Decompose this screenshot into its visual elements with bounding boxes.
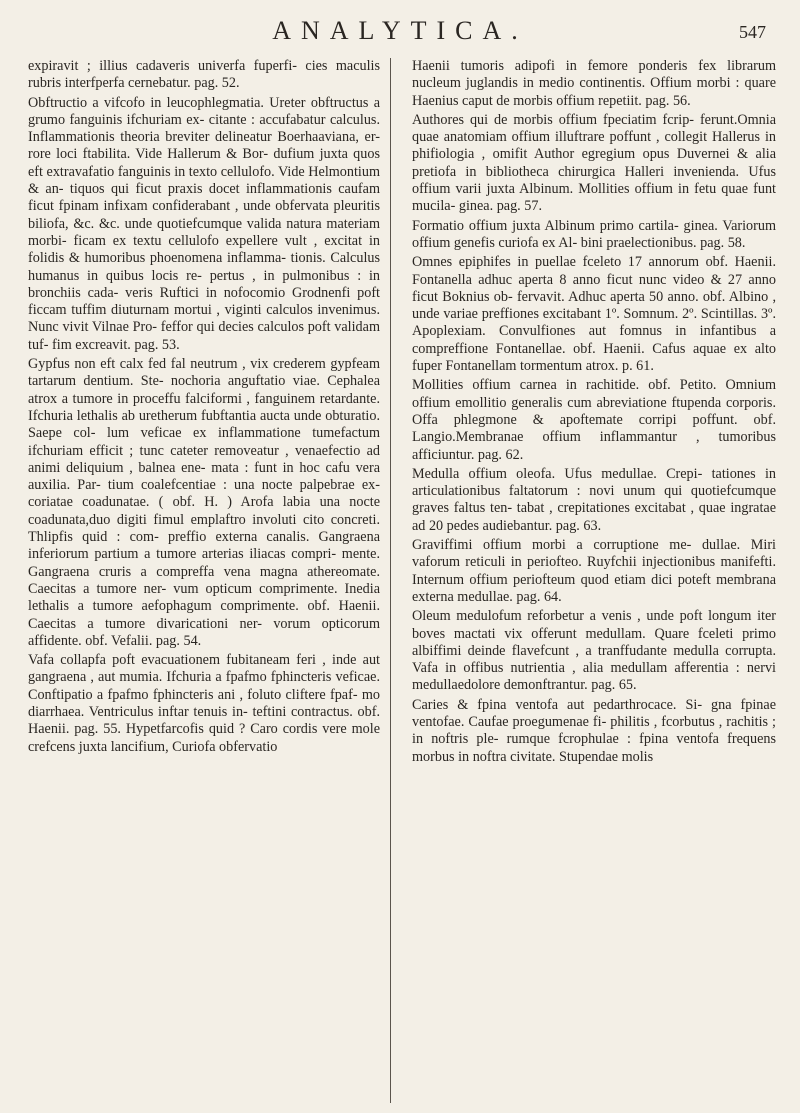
right-column (412, 58, 776, 1103)
page-header (0, 12, 800, 52)
paragraph: Gypfus non eft calx fed fal neutrum , vix crederem gypfeam tartarum dentium. Ste- nochoria anguftatio viae. Cephalea atrox a tumore in proceffu falciformi , fanguinem retardante. Ifchuria lethalis ab uretherum fubftantia aucta unde obturatio. Saepe col- lum veficae ex inflammatione tumefactum ifchuriam efficit ; tunc cateter removeatur , venaefectio ad animi deliquium , balnea ene- mata : funt in hoc cafu vera auxilia. Par- tium coalefcentiae : una nocte palpebrae ex- coriatae coadunatae. ( obf. H. ) Arofa labia una nocte coadunata,duo digiti fimul emplaftro involuti cito concreti. Thlipfis quid : com- preffio externa canalis. Gangraena inferiorum partium a tumore arterias iliacas compri- mente. Gangraena cruris a compreffa vena magna athereomate. Caecitas a tumore ner- vum opticum comprimente. Inedia lethalis a tumore aefophagum comprimente. obf. Haenii. Caecitas a tumore divaricationi ner- vorum opticorum affidente. obf. Vefalii. pag. 54. (28, 356, 380, 649)
page-number: 547 (739, 22, 766, 42)
paragraph: expiravit ; illius cadaveris univerfa fuperfi- cies maculis rubris interfperfa cernebatur. pag. 52. (28, 58, 380, 92)
paragraph: Graviffimi offium morbi a corruptione me- dullae. Miri vaforum reticuli in periofteo. Ruyfchii injectionibus manifefti. Internum offium periofteum quod etiam dici poteft membrana externa medullae. pag. 64. (412, 537, 776, 605)
paragraph: Authores qui de morbis offium fpeciatim fcrip- ferunt.Omnia quae anatomiam offium illuftrare poffunt , collegit Hallerus in phifiologia , omifit Author egregium opus Duvernei & alia pretiofa in bibliotheca chirurgica Halleri invenienda. Ufus offium varii juxta Albinum. Mollities offium in fetu quae funt mucila- ginea. pag. 57. (412, 111, 776, 215)
text-columns (28, 58, 776, 1103)
running-title: ANALYTICA. (272, 16, 528, 45)
left-column (28, 58, 391, 1103)
paragraph: Formatio offium juxta Albinum primo cartila- ginea. Variorum offium genefis curiofa ex Al- bini praelectionibus. pag. 58. (412, 217, 776, 251)
paragraph: Omnes epiphifes in puellae fceleto 17 annorum obf. Haenii. Fontanella adhuc aperta 8 anno ficut nunc video & 27 anno ficut Boknius ob- fervavit. Adhuc aperta 50 anno. obf. Albino , unde variae preffiones excitabant 1º. Somnum. 2º. Scintillas. 3º. Apoplexiam. Convulfiones aut fomnus in infantibus a compreffione Fontanellae. obf. Haenii. Cafus aquae ex alto fuper Fontanellam tormentum atrox. p. 61. (412, 254, 776, 375)
paragraph: Obftructio a vifcofo in leucophlegmatia. Ureter obftructus a grumo fanguinis ifchuriam ex- citante : accufabatur calculus. Inflammationis theoria breviter delineatur Boerhaaviana, er- rore loci ftabilita. Vide Hallerum & Bor- dufium juxta quos eft extravafatio fanguinis in texto cellulofo. Vide Helmontium & an- tiquos qui ficut praxis docet inflammationis caufam ficut fpinam infixam confiderabant , unde obfervata pleuritis biliofa, &c. &c. unde quotiefcumque valida natura materiam morbi- ficam ex textu cellulofo expellere vult , excitat in folidis & humoribus phoenomena inflamma- tionis. Calculus humanus in quibus locis re- pertus , in pulmonibus : in bronchiis cada- veris Ruftici in nofocomio Grodnenfi poft ficcam tuffim diuturnam mortui , viginti calculos invenimus. Nunc vivit Vilnae Pro- feffor qui decies calculos poft validam tuf- fim excreavit. pag. 53. (28, 94, 380, 353)
paragraph: Vafa collapfa poft evacuationem fubitaneam feri , inde aut gangraena , aut mumia. Ifchuria a fpafmo fphincteris veficae. Conftipatio a fpafmo fphincteris ani , foluto cliftere fpaf- mo diarrhaea. Ventriculus inftar tenuis in- teftini contractus. obf. Haenii. pag. 55. Hypetfarcofis quid ? Caro cordis vere mole crefcens juxta lancifium, Curiofa obfervatio (28, 652, 380, 755)
paragraph: Medulla offium oleofa. Ufus medullae. Crepi- tationes in articulationibus faltatorum : novi unum qui quotiefcumque graves faltus ten- tabat , crepitationes excitabat , quae ingratae ad 20 pedes audiebantur. pag. 63. (412, 465, 776, 534)
paragraph: Oleum medulofum reforbetur a venis , unde poft longum iter boves mactati vix offerunt medullam. Quare fceleti primo albiffimi deinde flavefcunt , a tranffudante medulla corrupta. Vafa in offibus nutrientia , alia medullam afferentia : nervi medullaedolore demonftrantur. pag. 65. (412, 608, 776, 694)
paragraph: Haenii tumoris adipofi in femore ponderis fex librarum nucleum juglandis in medio continentis. Offium morbi : quare Haenius caput de morbis offium repetiit. pag. 56. (412, 58, 776, 109)
paragraph: Mollities offium carnea in rachitide. obf. Petito. Omnium offium emollitio generalis cum abreviatione ftupenda corporis. Offa phlegmone & apoftemate corripi poffunt. obf. Langio.Membranae offium inflammantur , tumoribus afficiuntur. pag. 62. (412, 377, 776, 463)
paragraph: Caries & fpina ventofa aut pedarthrocace. Si- gna fpinae ventofae. Caufae proegumenae fi- philitis , fcorbutus , rachitis ; in noftris ple- rumque fcrophulae : fpina ventofa frequens morbus in noftra civitate. Stupendae molis (412, 696, 776, 765)
